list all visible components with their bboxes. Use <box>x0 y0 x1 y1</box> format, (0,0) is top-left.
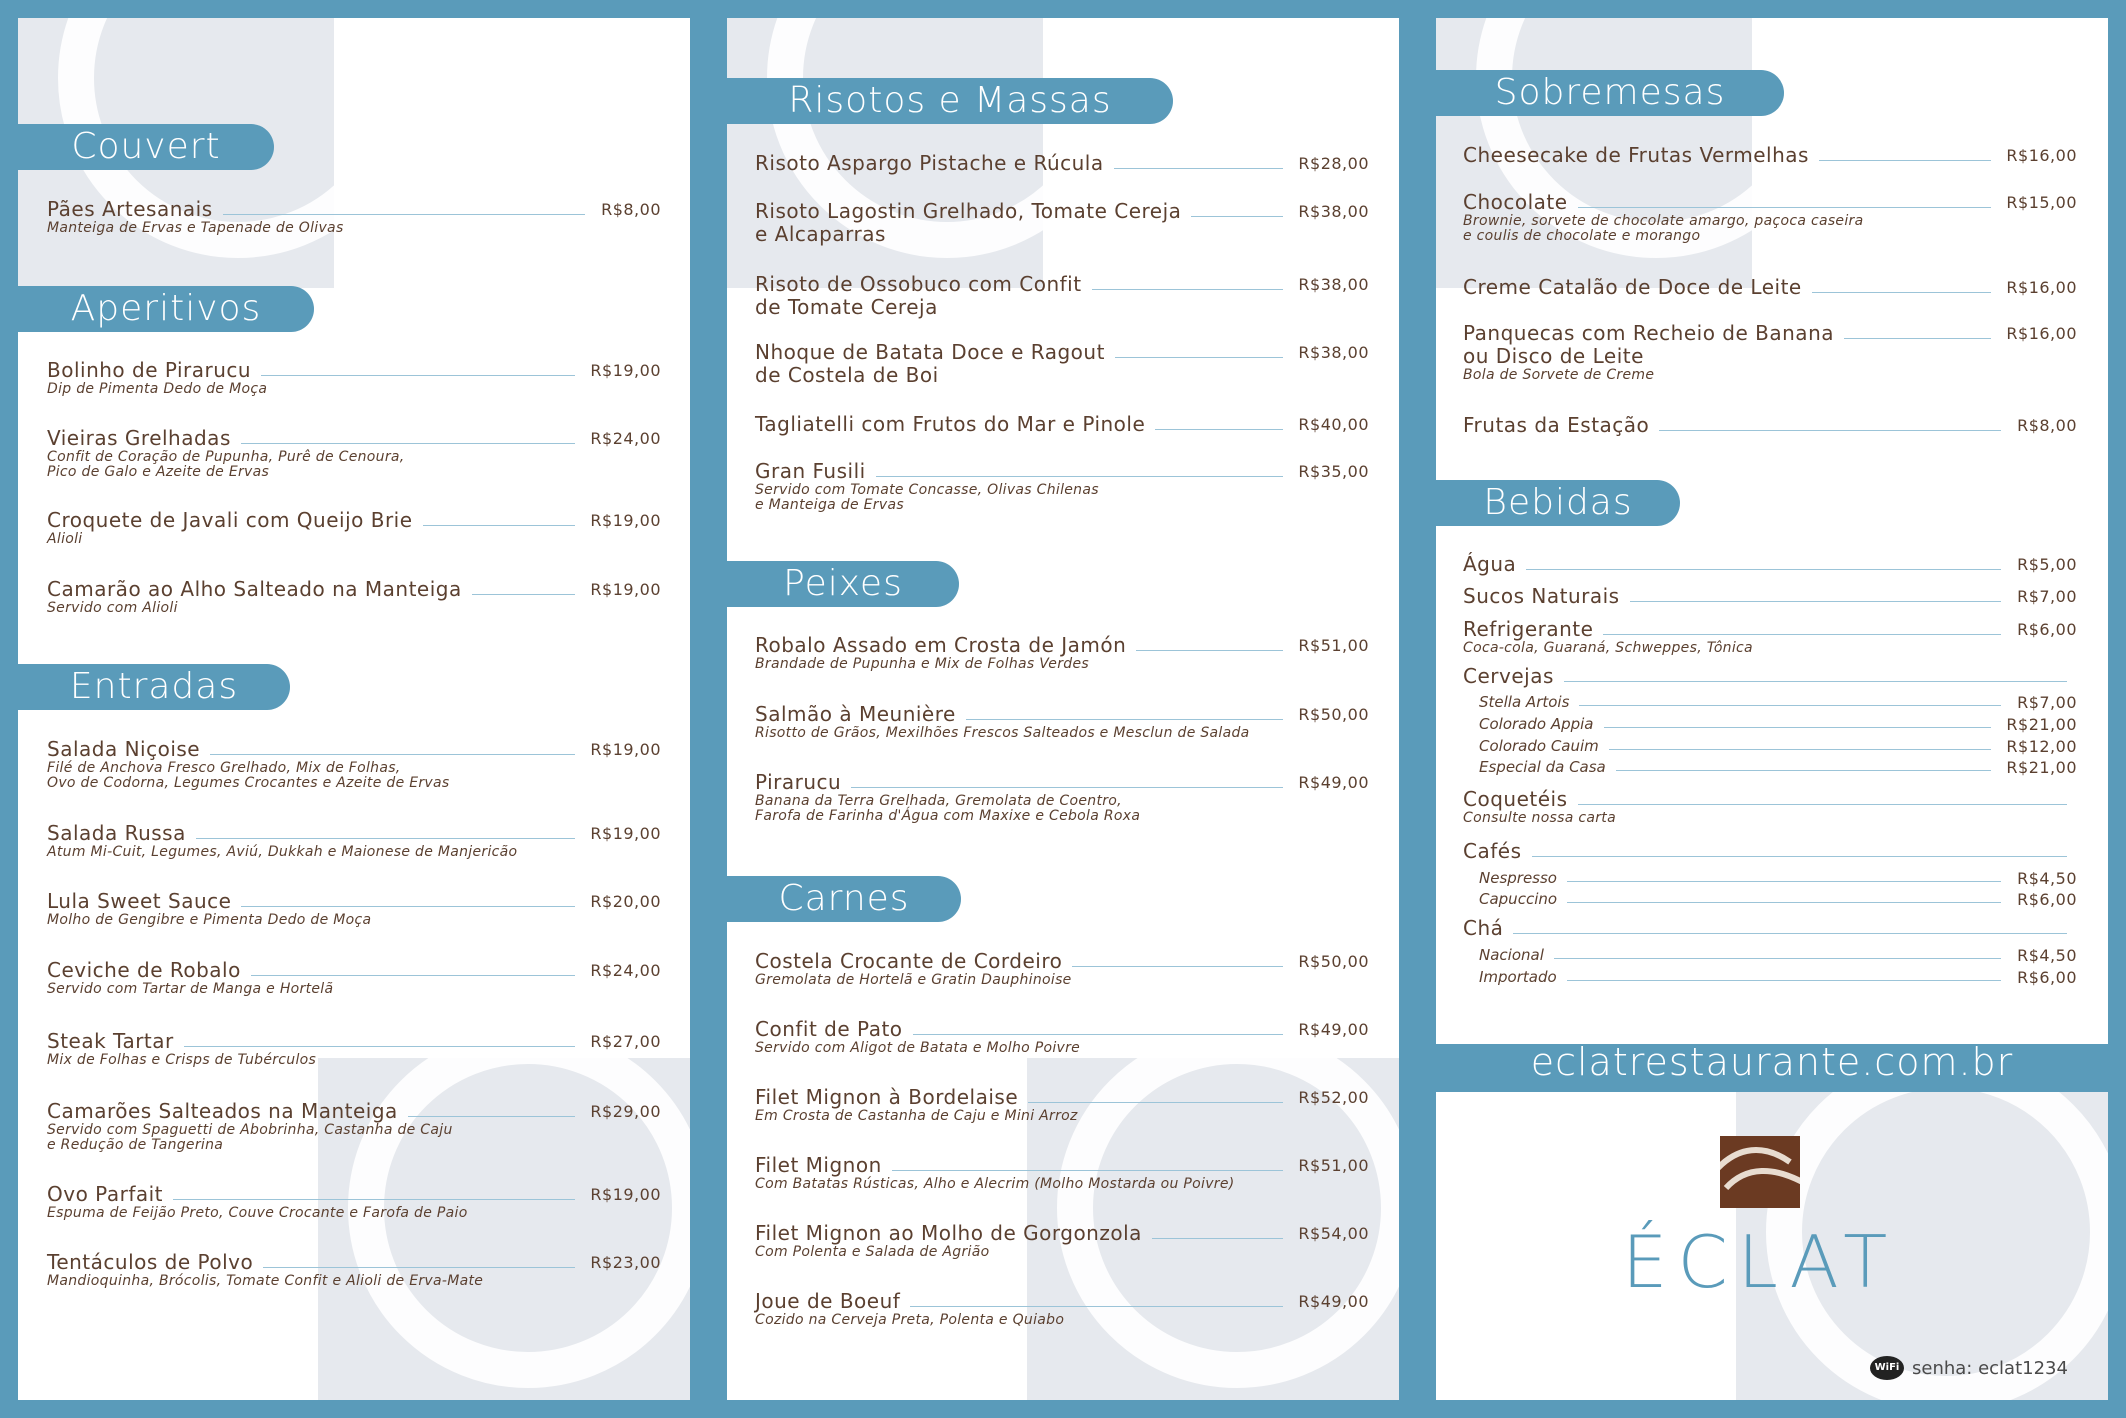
item-name: Filet Mignon ao Molho de Gorgonzola <box>755 1221 1142 1245</box>
menu-item <box>1463 618 2077 656</box>
item-price: R$15,00 <box>2006 193 2077 212</box>
menu-subitem <box>1479 968 2077 986</box>
item-name: Risoto de Ossobuco com Confit <box>755 272 1082 296</box>
menu-item <box>755 950 1369 988</box>
item-price: R$38,00 <box>1298 202 1369 221</box>
item-name: Creme Catalão de Doce de Leite <box>1463 275 1802 299</box>
item-price: R$52,00 <box>1298 1088 1369 1107</box>
item-name: Robalo Assado em Crosta de Jamón <box>755 633 1127 657</box>
menu-item <box>47 1251 661 1289</box>
item-desc: Dip de Pimenta Dedo de Moça <box>47 381 268 397</box>
item-price: R$50,00 <box>1298 705 1369 724</box>
item-desc: e Manteiga de Ervas <box>755 497 904 513</box>
menu-item <box>47 359 661 397</box>
item-name: Ovo Parfait <box>47 1182 164 1206</box>
menu-item <box>47 738 661 791</box>
item-desc: Atum Mi-Cuit, Legumes, Aviú, Dukkah e Maionese de Manjericão <box>47 844 518 860</box>
section-header-risotos: Risotos e Massas <box>727 78 1173 124</box>
menu-item <box>755 1154 1369 1192</box>
item-desc: Com Polenta e Salada de Agrião <box>755 1244 990 1260</box>
menu-item <box>755 771 1369 824</box>
item-name-cont: de Tomate Cereja <box>755 295 938 319</box>
item-price: R$51,00 <box>1298 1156 1369 1175</box>
subitem-name: Importado <box>1479 968 1557 986</box>
item-desc: Brandade de Pupunha e Mix de Folhas Verdes <box>755 656 1089 672</box>
item-name: Camarões Salteados na Manteiga <box>47 1099 398 1123</box>
item-name: Filet Mignon à Bordelaise <box>755 1085 1019 1109</box>
menu-item <box>755 460 1369 513</box>
item-price: R$24,00 <box>590 429 661 448</box>
subitem-name: Stella Artois <box>1479 693 1570 711</box>
menu-item <box>47 822 661 860</box>
menu-item <box>1463 414 2077 437</box>
item-desc: Ovo de Codorna, Legumes Crocantes e Azeite de Ervas <box>47 775 450 791</box>
item-price: R$19,00 <box>590 1185 661 1204</box>
item-price: R$23,00 <box>590 1253 661 1272</box>
menu-group <box>1463 840 2077 863</box>
item-price: R$38,00 <box>1298 275 1369 294</box>
item-name: Pães Artesanais <box>47 197 213 221</box>
menu-item <box>755 152 1369 175</box>
item-name: Refrigerante <box>1463 617 1594 641</box>
item-price: R$19,00 <box>590 740 661 759</box>
item-price: R$5,00 <box>2017 555 2077 574</box>
menu-item <box>755 273 1369 319</box>
menu-item <box>755 1290 1369 1328</box>
item-desc: Confit de Coração de Pupunha, Purê de Cenoura, <box>47 449 405 465</box>
item-name: Filet Mignon <box>755 1153 882 1177</box>
menu-subitem <box>1479 758 2077 776</box>
item-name: Água <box>1463 552 1517 576</box>
subitem-name: Especial da Casa <box>1479 758 1606 776</box>
menu-item <box>47 1183 661 1221</box>
item-price: R$38,00 <box>1298 343 1369 362</box>
item-name: Frutas da Estação <box>1463 413 1650 437</box>
item-name: Salmão à Meunière <box>755 702 956 726</box>
menu-subitem <box>1479 737 2077 755</box>
item-name: Salada Russa <box>47 821 186 845</box>
menu-item <box>1463 191 2077 244</box>
item-desc: Espuma de Feijão Preto, Couve Crocante e Farofa de Paio <box>47 1205 468 1221</box>
subitem-price: R$21,00 <box>2006 715 2077 734</box>
item-price: R$50,00 <box>1298 952 1369 971</box>
item-price: R$28,00 <box>1298 154 1369 173</box>
menu-item <box>47 1100 661 1153</box>
menu-item <box>1463 322 2077 383</box>
item-name: Vieiras Grelhadas <box>47 426 231 450</box>
item-name: Nhoque de Batata Doce e Ragout <box>755 340 1105 364</box>
menu-item <box>755 413 1369 436</box>
item-desc: Bola de Sorvete de Creme <box>1463 367 1655 383</box>
group-name: Chá <box>1463 916 1504 940</box>
subitem-price: R$4,50 <box>2017 869 2077 888</box>
item-name: Sucos Naturais <box>1463 584 1620 608</box>
item-price: R$40,00 <box>1298 415 1369 434</box>
item-price: R$20,00 <box>590 892 661 911</box>
group-name: Cafés <box>1463 839 1522 863</box>
wifi-icon: WiFi <box>1870 1356 1904 1380</box>
menu-item <box>47 1030 661 1068</box>
subitem-name: Nespresso <box>1479 869 1557 887</box>
item-price: R$51,00 <box>1298 636 1369 655</box>
menu-item <box>755 1222 1369 1260</box>
item-price: R$8,00 <box>2017 416 2077 435</box>
item-name: Ceviche de Robalo <box>47 958 241 982</box>
menu-item <box>755 1018 1369 1056</box>
item-name: Joue de Boeuf <box>755 1289 901 1313</box>
menu-group <box>1463 665 2077 688</box>
item-desc: Cozido na Cerveja Preta, Polenta e Quiabo <box>755 1312 1065 1328</box>
item-price: R$19,00 <box>590 580 661 599</box>
menu-subitem <box>1479 890 2077 908</box>
item-desc: Coca-cola, Guaraná, Schweppes, Tônica <box>1463 640 1753 656</box>
section-header-bebidas: Bebidas <box>1436 480 1680 526</box>
menu-item <box>47 198 661 236</box>
watermark-arc <box>1057 1028 1399 1388</box>
item-name: Croquete de Javali com Queijo Brie <box>47 508 413 532</box>
item-price: R$49,00 <box>1298 1020 1369 1039</box>
brand-logo-mark <box>1720 1136 1800 1208</box>
item-name: Salada Niçoise <box>47 737 201 761</box>
section-header-aperitivos: Aperitivos <box>18 286 314 332</box>
item-desc: Servido com Aligot de Batata e Molho Poivre <box>755 1040 1081 1056</box>
section-header-peixes: Peixes <box>727 561 959 607</box>
menu-group <box>1463 788 2077 826</box>
item-name: Tentáculos de Polvo <box>47 1250 254 1274</box>
menu-item <box>755 703 1369 741</box>
item-desc: Servido com Tartar de Manga e Hortelã <box>47 981 334 997</box>
item-desc: Servido com Tomate Concasse, Olivas Chilenas <box>755 482 1099 498</box>
section-header-couvert: Couvert <box>18 124 274 170</box>
menu-subitem <box>1479 869 2077 887</box>
menu-subitem <box>1479 715 2077 733</box>
subitem-name: Colorado Cauim <box>1479 737 1599 755</box>
item-name: Tagliatelli com Frutos do Mar e Pinole <box>755 412 1146 436</box>
item-price: R$54,00 <box>1298 1224 1369 1243</box>
subitem-price: R$12,00 <box>2006 737 2077 756</box>
item-price: R$19,00 <box>590 361 661 380</box>
item-price: R$6,00 <box>2017 620 2077 639</box>
item-desc: Mandioquinha, Brócolis, Tomate Confit e Alioli de Erva-Mate <box>47 1273 484 1289</box>
group-name: Cervejas <box>1463 664 1554 688</box>
item-name: Camarão ao Alho Salteado na Manteiga <box>47 577 462 601</box>
subitem-name: Capuccino <box>1479 890 1558 908</box>
menu-item <box>47 890 661 928</box>
item-price: R$19,00 <box>590 511 661 530</box>
menu-item <box>47 578 661 616</box>
item-desc: Risotto de Grãos, Mexilhões Frescos Salteados e Mesclun de Salada <box>755 725 1250 741</box>
menu-item <box>1463 144 2077 167</box>
item-price: R$35,00 <box>1298 462 1369 481</box>
group-name: Coquetéis <box>1463 787 1568 811</box>
subitem-name: Colorado Appia <box>1479 715 1594 733</box>
item-price: R$16,00 <box>2006 324 2077 343</box>
item-price: R$7,00 <box>2017 587 2077 606</box>
menu-item <box>1463 276 2077 299</box>
item-name-cont: de Costela de Boi <box>755 363 939 387</box>
item-name: Pirarucu <box>755 770 842 794</box>
subitem-price: R$6,00 <box>2017 968 2077 987</box>
item-desc: Farofa de Farinha d'Água com Maxixe e Cebola Roxa <box>755 808 1141 824</box>
item-name: Risoto Lagostin Grelhado, Tomate Cereja <box>755 199 1182 223</box>
menu-group <box>1463 917 2077 940</box>
subitem-price: R$21,00 <box>2006 758 2077 777</box>
item-name: Cheesecake de Frutas Vermelhas <box>1463 143 1809 167</box>
item-desc: Em Crosta de Castanha de Caju e Mini Arroz <box>755 1108 1078 1124</box>
menu-item <box>755 200 1369 246</box>
item-desc: Gremolata de Hortelã e Gratin Dauphinoise <box>755 972 1072 988</box>
section-header-carnes: Carnes <box>727 876 961 922</box>
item-name: Chocolate <box>1463 190 1568 214</box>
item-name: Confit de Pato <box>755 1017 903 1041</box>
subitem-price: R$4,50 <box>2017 946 2077 965</box>
section-header-entradas: Entradas <box>18 664 290 710</box>
item-price: R$49,00 <box>1298 1292 1369 1311</box>
item-name: Costela Crocante de Cordeiro <box>755 949 1063 973</box>
item-desc: e Redução de Tangerina <box>47 1137 224 1153</box>
item-desc: Pico de Galo e Azeite de Ervas <box>47 464 270 480</box>
subitem-price: R$7,00 <box>2017 693 2077 712</box>
subitem-name: Nacional <box>1479 946 1544 964</box>
item-name-cont: e Alcaparras <box>755 222 886 246</box>
wifi-info <box>1870 1356 2068 1380</box>
item-desc: Filé de Anchova Fresco Grelhado, Mix de Folhas, <box>47 760 401 776</box>
item-name: Bolinho de Pirarucu <box>47 358 252 382</box>
item-name-cont: ou Disco de Leite <box>1463 344 1644 368</box>
item-price: R$16,00 <box>2006 146 2077 165</box>
item-price: R$49,00 <box>1298 773 1369 792</box>
item-name: Steak Tartar <box>47 1029 174 1053</box>
menu-item <box>755 341 1369 387</box>
menu-item <box>47 509 661 547</box>
menu-item <box>1463 553 2077 576</box>
menu-item <box>755 1086 1369 1124</box>
item-desc: Manteiga de Ervas e Tapenade de Olivas <box>47 220 344 236</box>
item-price: R$8,00 <box>601 200 661 219</box>
menu-subitem <box>1479 946 2077 964</box>
menu-subitem <box>1479 693 2077 711</box>
menu-item <box>47 959 661 997</box>
menu-item <box>47 427 661 480</box>
item-desc: e coulis de chocolate e morango <box>1463 228 1701 244</box>
brand-wordmark: ÉCLAT <box>1622 1220 1898 1304</box>
menu-item <box>755 634 1369 672</box>
item-price: R$24,00 <box>590 961 661 980</box>
item-desc: Com Batatas Rústicas, Alho e Alecrim (Molho Mostarda ou Poivre) <box>755 1176 1235 1192</box>
item-name: Risoto Aspargo Pistache e Rúcula <box>755 151 1104 175</box>
item-desc: Brownie, sorvete de chocolate amargo, paçoca caseira <box>1463 213 1864 229</box>
item-name: Lula Sweet Sauce <box>47 889 232 913</box>
item-price: R$16,00 <box>2006 278 2077 297</box>
item-desc: Mix de Folhas e Crisps de Tubérculos <box>47 1052 317 1068</box>
item-desc: Molho de Gengibre e Pimenta Dedo de Moça <box>47 912 372 928</box>
item-desc: Servido com Spaguetti de Abobrinha, Castanha de Caju <box>47 1122 453 1138</box>
item-price: R$27,00 <box>590 1032 661 1051</box>
item-desc: Alioli <box>47 531 83 547</box>
item-desc: Banana da Terra Grelhada, Gremolata de Coentro, <box>755 793 1122 809</box>
item-desc: Servido com Alioli <box>47 600 178 616</box>
section-header-sobremesas: Sobremesas <box>1436 70 1784 116</box>
item-price: R$29,00 <box>590 1102 661 1121</box>
item-name: Gran Fusili <box>755 459 866 483</box>
menu-item <box>1463 585 2077 608</box>
website-url[interactable]: eclatrestaurante.com.br <box>1530 1040 2014 1084</box>
subitem-price: R$6,00 <box>2017 890 2077 909</box>
item-name: Panquecas com Recheio de Banana <box>1463 321 1834 345</box>
group-desc: Consulte nossa carta <box>1463 810 1616 826</box>
wifi-password: senha: eclat1234 <box>1912 1357 2068 1379</box>
item-price: R$19,00 <box>590 824 661 843</box>
